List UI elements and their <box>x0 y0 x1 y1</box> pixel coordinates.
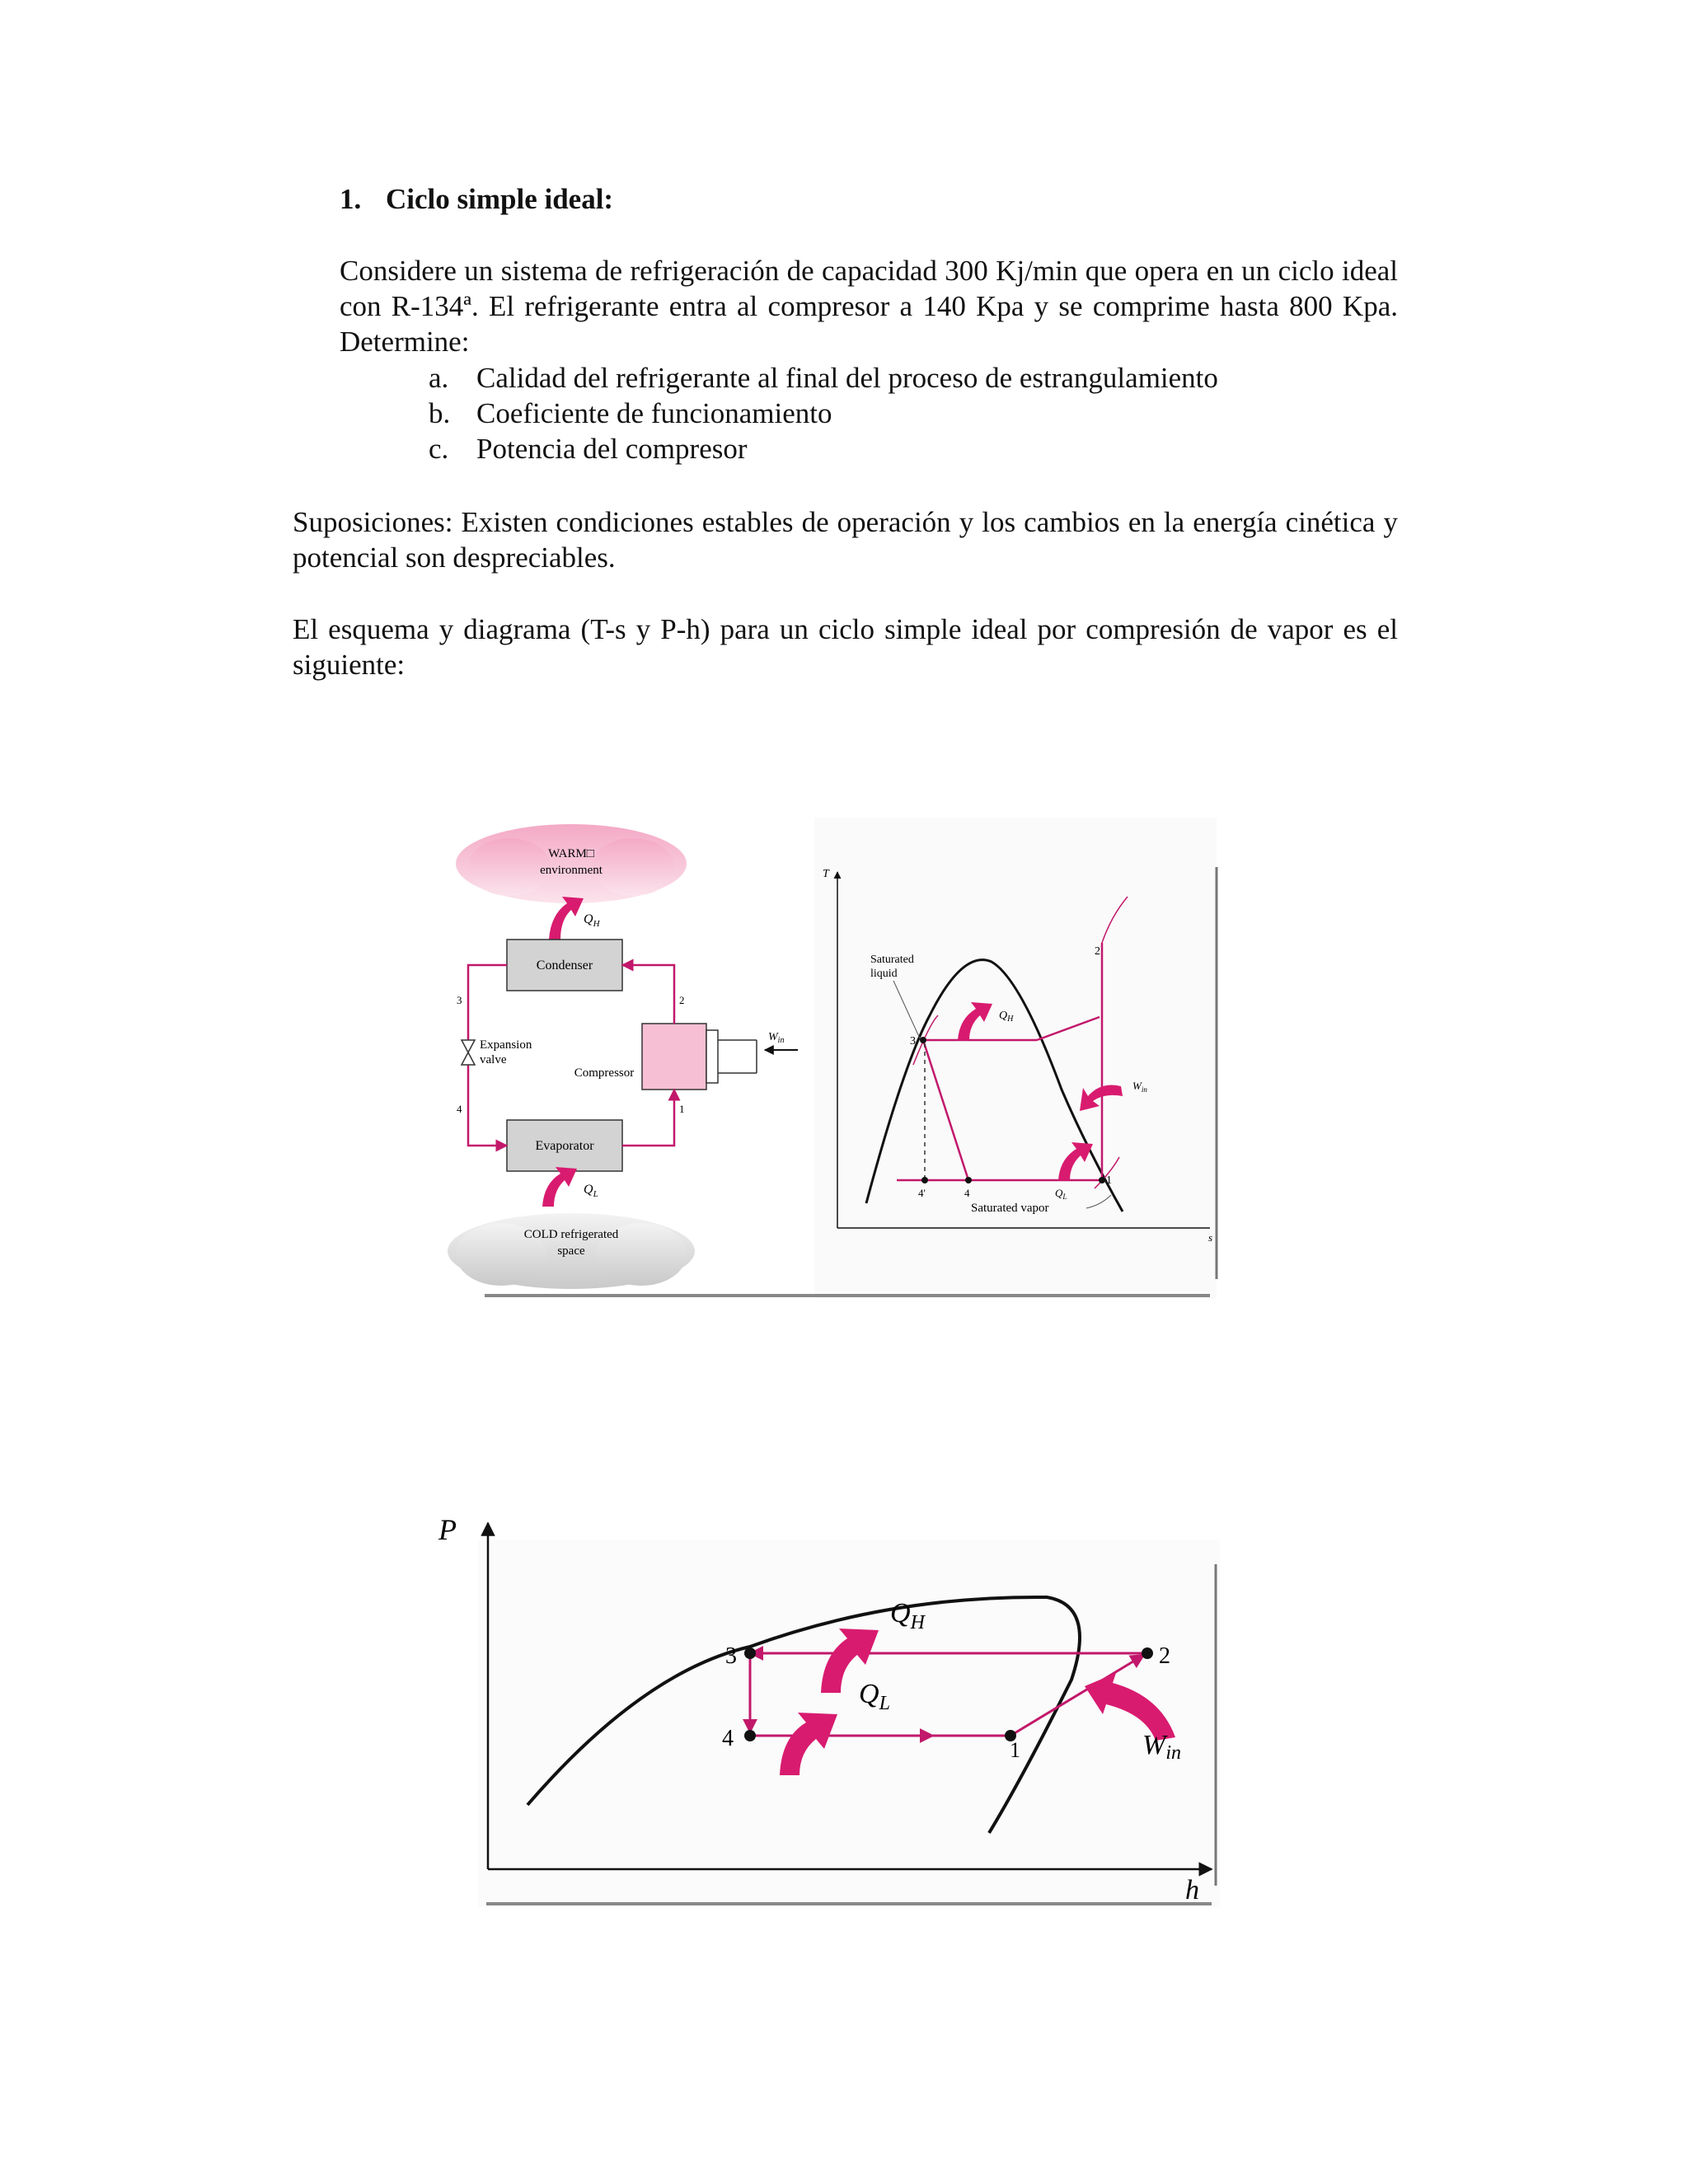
h-axis-label: h <box>1185 1875 1199 1905</box>
ts-qh-label: $Q_H$ <box>999 1010 1014 1024</box>
section-heading <box>340 183 613 216</box>
intro-diagrams-paragraph: El esquema y diagrama (T-s y P-h) para un ciclo simple ideal por compresión de vapor es el siguiente: <box>293 613 1398 681</box>
compressor-body <box>642 1024 706 1090</box>
ph-point-2: 2 <box>1159 1643 1170 1669</box>
expansion-valve-icon <box>462 1040 475 1065</box>
figure-background <box>814 818 1217 1299</box>
list-marker: c. <box>429 433 449 465</box>
ql-label: $Q_L$ <box>584 1183 598 1199</box>
ql-heat-arrow <box>542 1167 577 1207</box>
problem-statement: Considere un sistema de refrigeración de capacidad 300 Kj/min que opera en un ciclo ideal con R-134ª. El refrigerante entra al compresor a 140 Kpa y se comprime hasta 800 Kpa. Determine: <box>340 255 1398 358</box>
p-axis-label: P <box>438 1513 457 1546</box>
assumptions-paragraph: Suposiciones: Existen condiciones estables de operación y los cambios en la energía cinética y potencial son despreciables. <box>293 506 1398 574</box>
warm-label-line2: environment <box>540 864 603 877</box>
state-4-label: 4 <box>457 1103 462 1115</box>
ph-point-3: 3 <box>725 1643 737 1669</box>
list-text: Potencia del compresor <box>476 433 748 465</box>
ph-point-4: 4 <box>722 1726 734 1751</box>
qh-label: $Q_H$ <box>584 912 600 929</box>
list-item <box>429 396 1218 431</box>
list-item <box>429 360 1218 396</box>
compressor-piston <box>706 1030 718 1083</box>
ts-point-4p: 4' <box>918 1187 926 1199</box>
compressor-label: Compressor <box>574 1066 635 1080</box>
condenser-label: Condenser <box>536 958 593 972</box>
ph-diagram <box>429 1507 1220 1907</box>
section-title: Ciclo simple ideal: <box>386 183 614 215</box>
pipe-1 <box>622 1090 674 1146</box>
state-3-label: 3 <box>457 994 462 1006</box>
ph-qh-label: $Q_H$ <box>890 1598 925 1633</box>
section-number: 1. <box>340 183 362 215</box>
saturated-liquid-label-line1: Saturated <box>870 954 914 966</box>
ph-ql-label: $Q_L$ <box>859 1679 890 1714</box>
ph-win-label: Win <box>1142 1730 1181 1764</box>
saturated-vapor-label: Saturated vapor <box>971 1202 1049 1215</box>
expansion-label-line2: valve <box>480 1053 507 1066</box>
list-marker: a. <box>429 362 449 394</box>
saturated-liquid-label-line2: liquid <box>870 968 898 980</box>
pipe-3 <box>468 965 507 1040</box>
pipe-2 <box>622 965 674 1024</box>
refrigeration-schematic <box>448 824 798 1289</box>
list-marker: b. <box>429 397 451 429</box>
ts-point-1: 1 <box>1106 1174 1112 1187</box>
question-list <box>429 360 1218 466</box>
pipe-4 <box>468 1065 507 1146</box>
cold-label-line1: COLD refrigerated <box>523 1228 619 1241</box>
state-1-label: 1 <box>679 1103 685 1115</box>
ts-point-4: 4 <box>964 1187 970 1199</box>
evaporator-label: Evaporator <box>535 1139 594 1153</box>
expansion-label-line1: Expansion <box>480 1038 532 1052</box>
warm-label-line1: WARM□ <box>548 847 594 860</box>
list-text: Coeficiente de funcionamiento <box>476 397 832 429</box>
schematic-and-ts-figure <box>435 818 1220 1302</box>
ts-ql-label: $Q_L$ <box>1055 1187 1067 1201</box>
list-item <box>429 431 1218 466</box>
ph-point-1: 1 <box>1010 1738 1020 1762</box>
ts-point-2: 2 <box>1095 945 1100 958</box>
t-axis-label: T <box>823 868 829 880</box>
ts-win-label: $W_{in}$ <box>1132 1080 1147 1094</box>
list-text: Calidad del refrigerante al final del proceso de estrangulamiento <box>476 362 1218 394</box>
win-label: $W_{in}$ <box>768 1031 785 1045</box>
s-axis-label: s <box>1208 1231 1213 1244</box>
cold-label-line2: space <box>557 1244 585 1258</box>
state-2-label: 2 <box>679 994 685 1006</box>
ts-point-3: 3 <box>910 1035 916 1047</box>
